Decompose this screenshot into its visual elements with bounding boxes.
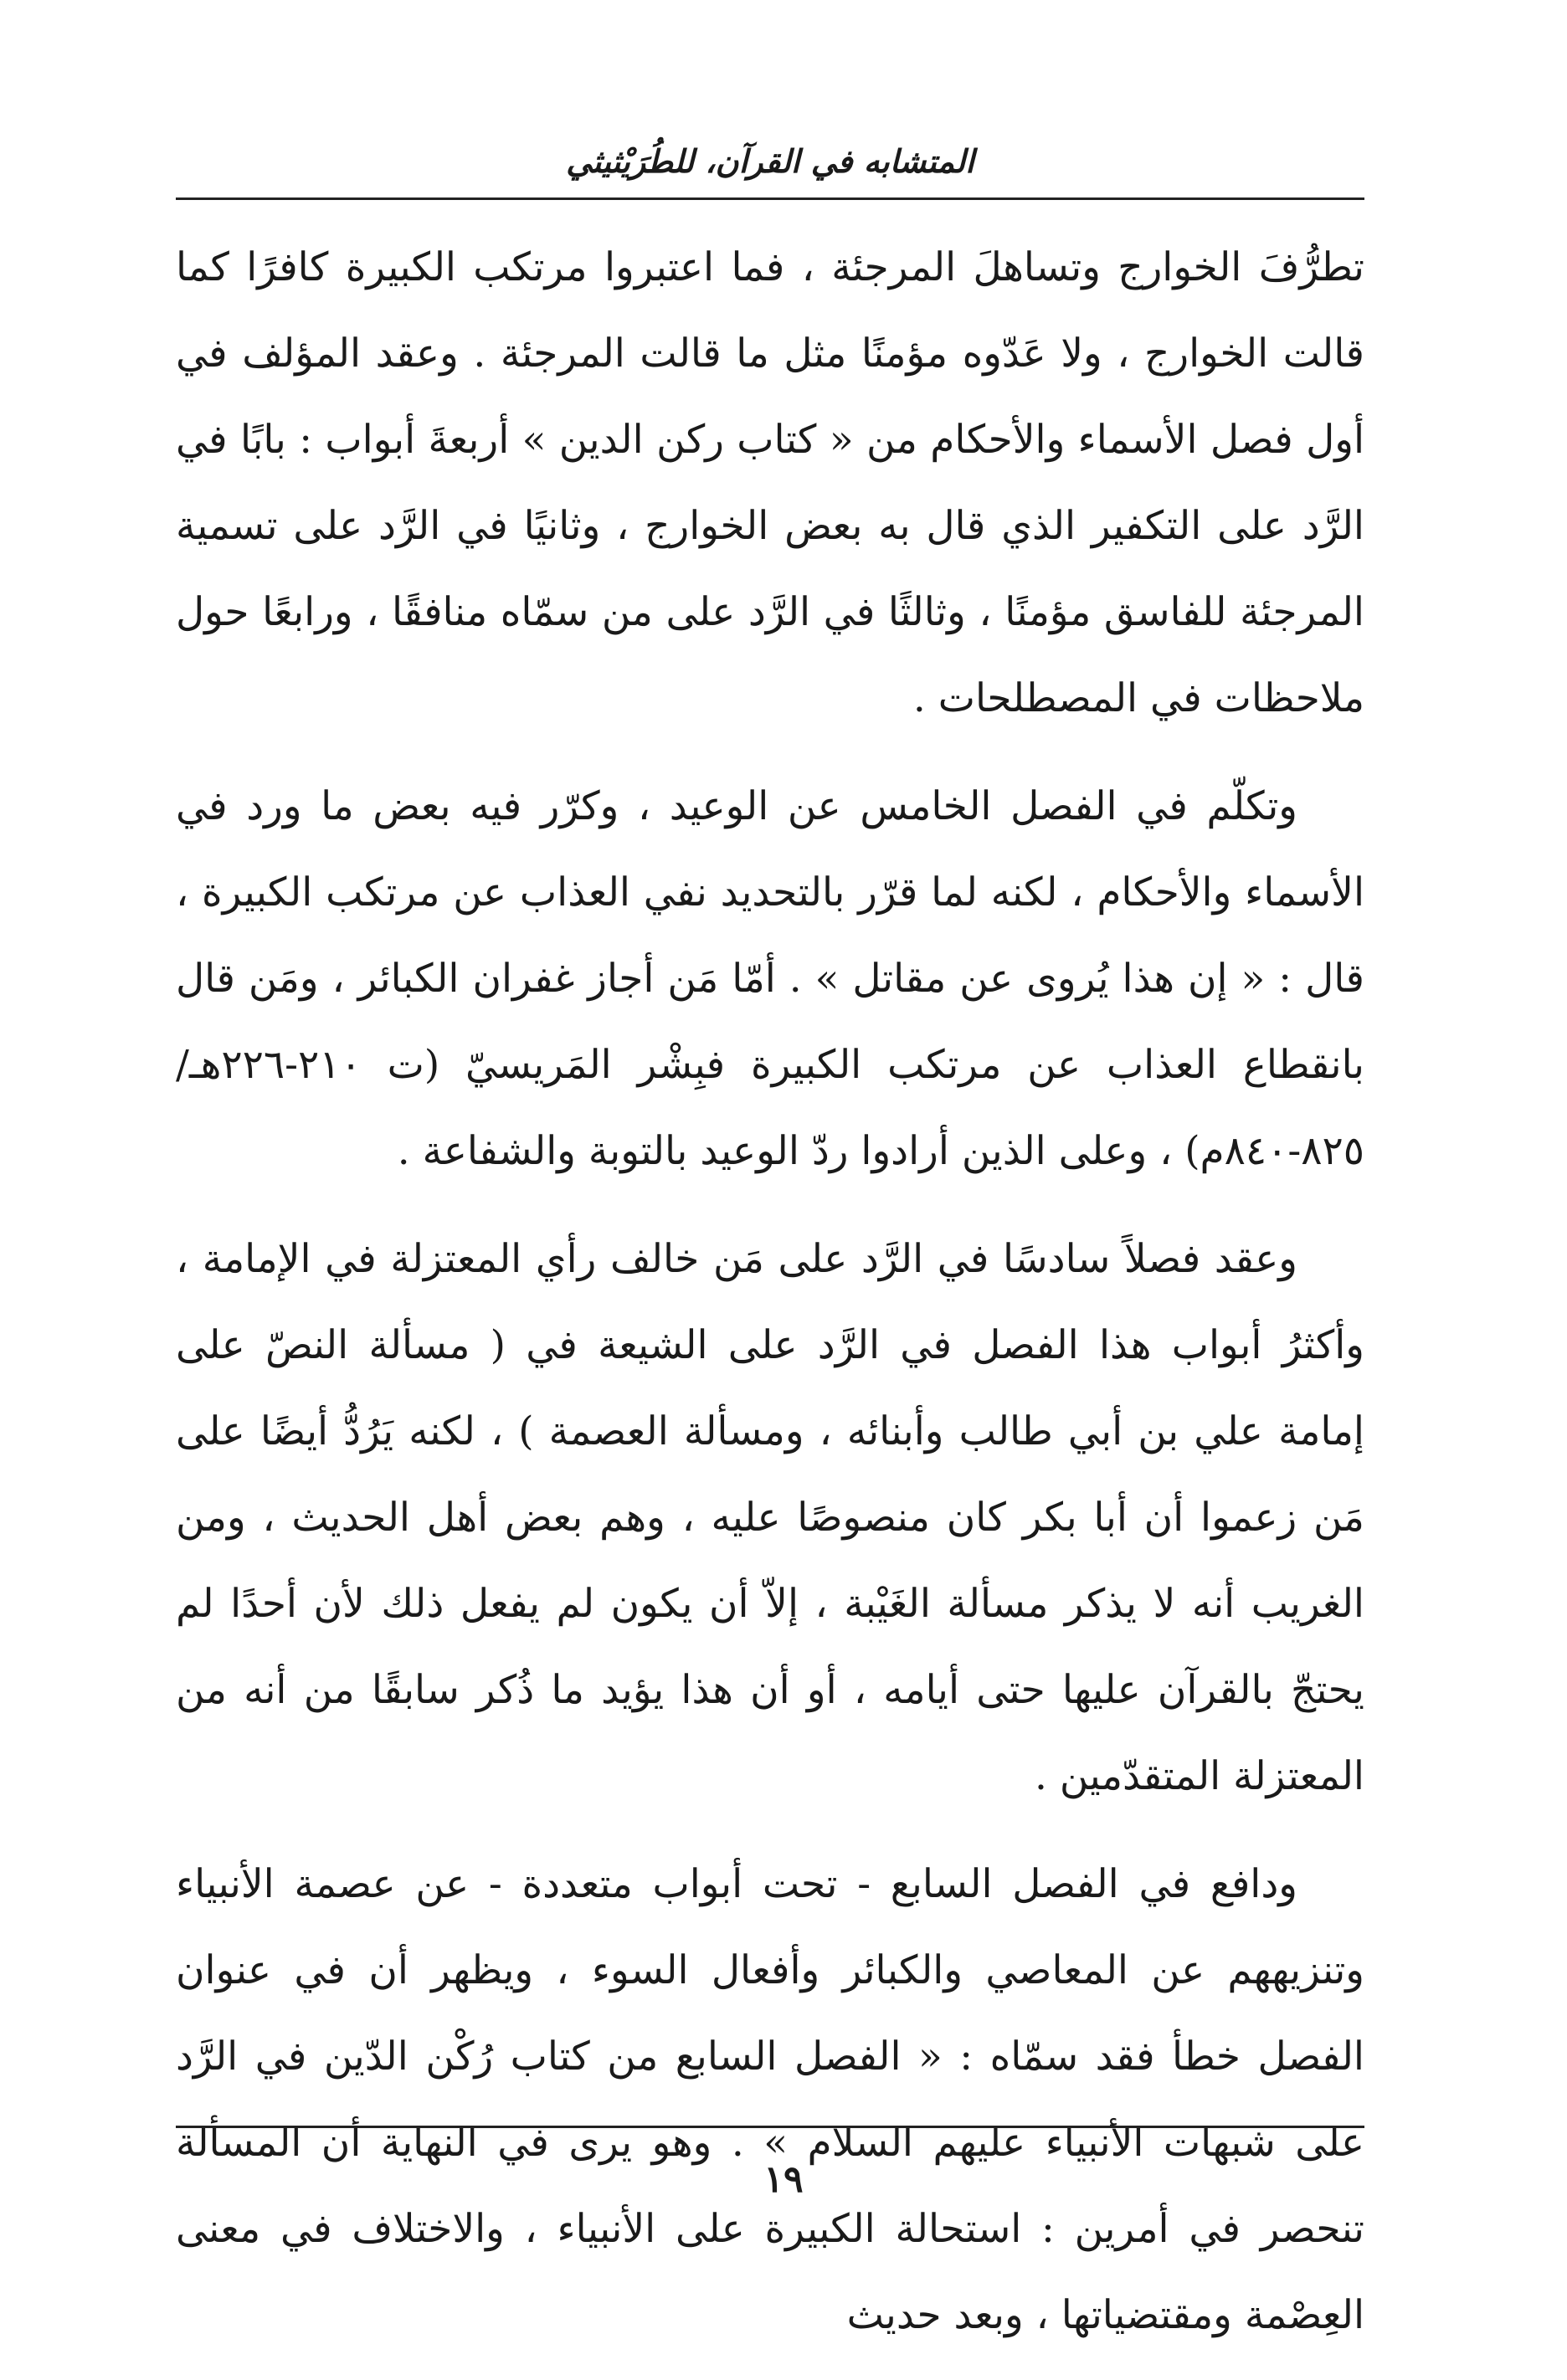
body-text <box>176 224 1364 2380</box>
paragraph-2: وتكلّم في الفصل الخامس عن الوعيد ، وكرّر فيه بعض ما ورد في الأسماء والأحكام ، لكنه لما قرّر بالتحديد نفي العذاب عن مرتكب الكبيرة ، قال : « إن هذا يُروى عن مقاتل » . أمّا مَن أجاز غفران الكبائر ، ومَن قال بانقطاع العذاب عن مرتكب الكبيرة فبِشْر المَريسيّ (ت ٢١٠-٢٢٦هـ/ ٨٢٥-٨٤٠م) ، وعلى الذين أرادوا ردّ الوعيد بالتوبة والشفاعة . <box>176 783 1364 1174</box>
running-header-title: المتشابه في القرآن، للطُرَيْثيثي <box>566 142 974 180</box>
paragraph-3: وعقد فصلاً سادسًا في الرَّد على مَن خالف رأي المعتزلة في الإمامة ، وأكثرُ أبواب هذا الفصل في الرَّد على الشيعة في ( مسألة النصّ على إمامة علي بن أبي طالب وأبنائه ، ومسألة العصمة ) ، لكنه يَرُدُّ أيضًا على مَن زعموا أن أبا بكر كان منصوصًا عليه ، وهم بعض أهل الحديث ، ومن الغريب أنه لا يذكر مسألة الغَيْبة ، إلاّ أن يكون لم يفعل ذلك لأن أحدًا لم يحتجّ بالقرآن عليها حتى أيامه ، أو أن هذا يؤيد ما ذُكر سابقًا من أنه من المعتزلة المتقدّمين . <box>176 1236 1364 1799</box>
paragraph-4: ودافع في الفصل السابع - تحت أبواب متعددة - عن عصمة الأنبياء وتنزيههم عن المعاصي والكبائر وأفعال السوء ، ويظهر أن في عنوان الفصل خطأ فقد سمّاه : « الفصل السابع من كتاب رُكْن الدّين في الرَّد على شبهات الأنبياء عليهم السلام » . وهو يرى في النهاية أن المسألة تنحصر في أمرين : استحالة الكبيرة على الأنبياء ، والاختلاف في معنى العِصْمة ومقتضياتها ، وبعد حديث <box>176 1861 1364 2338</box>
header-divider <box>176 197 1364 200</box>
page-number: ١٩ <box>763 2158 804 2201</box>
footer-divider <box>176 2126 1364 2128</box>
paragraph-1: تطرُّفَ الخوارج وتساهلَ المرجئة ، فما اعتبروا مرتكب الكبيرة كافرًا كما قالت الخوارج ، ولا عَدّوه مؤمنًا مثل ما قالت المرجئة . وعقد المؤلف في أول فصل الأسماء والأحكام من « كتاب ركن الدين » أربعةَ أبواب : بابًا في الرَّد على التكفير الذي قال به بعض الخوارج ، وثانيًا في الرَّد على تسمية المرجئة للفاسق مؤمنًا ، وثالثًا في الرَّد على من سمّاه منافقًا ، ورابعًا حول ملاحظات في المصطلحات . <box>176 244 1364 721</box>
